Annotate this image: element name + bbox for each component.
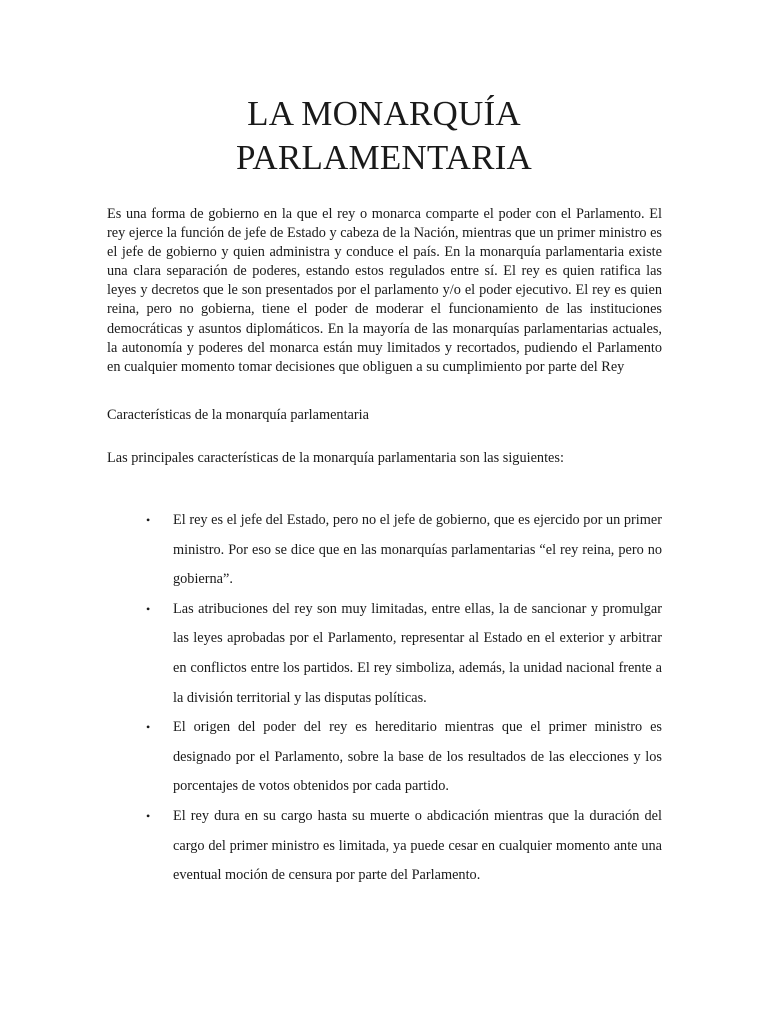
list-item xyxy=(144,802,662,891)
bullet-icon: • xyxy=(146,601,151,616)
intro-paragraph: Es una forma de gobierno en la que el rey o monarca comparte el poder con el Parlamento. El rey ejerce la función de jefe de Estado y cabeza de la Nación, mientras que un primer ministro es el jefe de gobierno y quien administra y conduce el país. En la monarquía parlamentaria existe una clara separación de poderes, estando estos regulados entre sí. El rey es quien ratifica las leyes y decretos que le son presentados por el parlamento y/o el poder ejecutivo. El rey es quien reina, pero no gobierna, tiene el poder de moderar el funcionamiento de las instituciones democráticas y asuntos diplomáticos. En la mayoría de las monarquías parlamentarias actuales, la autonomía y poderes del monarca están muy limitados y recortados, pudiendo el Parlamento en cualquier momento tomar decisiones que obliguen a su cumplimiento por parte del Rey xyxy=(107,206,662,375)
list-item-text: El rey dura en su cargo hasta su muerte o abdicación mientras que la duración del cargo del primer ministro es limitada, ya puede cesar en cualquier momento ante una eventual moción de censura por parte del Parlamento. xyxy=(173,807,662,884)
bullet-icon: • xyxy=(146,513,151,527)
list-item-text: El rey es el jefe del Estado, pero no el jefe de gobierno, que es ejercido por un primer ministro. Por eso se dice que en las monarquías parlamentarias “el rey reina, pero no gobierna”. xyxy=(173,512,662,588)
bullet-icon: • xyxy=(146,720,151,735)
list-item xyxy=(144,595,662,713)
title-line-2: PARLAMENTARIA xyxy=(235,138,533,177)
characteristics-list xyxy=(144,506,662,891)
section-heading: Características de la monarquía parlamentaria xyxy=(107,407,369,423)
list-item-text: El origen del poder del rey es hereditario mientras que el primer ministro es designado por el Parlamento, sobre la base de los resultados de las elecciones y los porcentajes de votos obtenidos por cada partido. xyxy=(173,719,662,795)
page-title xyxy=(0,92,768,180)
list-item xyxy=(144,506,662,595)
list-item xyxy=(144,713,662,802)
bullet-icon: • xyxy=(146,808,151,823)
list-item-text: Las atribuciones del rey son muy limitadas, entre ellas, la de sancionar y promulgar las leyes aprobadas por el Parlamento, representar al Estado en el exterior y arbitrar en conflictos entre los partidos. El rey simboliza, además, la unidad nacional frente a la división territorial y las disputas políticas. xyxy=(173,600,662,706)
lead-paragraph: Las principales características de la monarquía parlamentaria son las siguientes: xyxy=(107,450,564,466)
title-line-1: LA MONARQUÍA xyxy=(247,94,521,133)
